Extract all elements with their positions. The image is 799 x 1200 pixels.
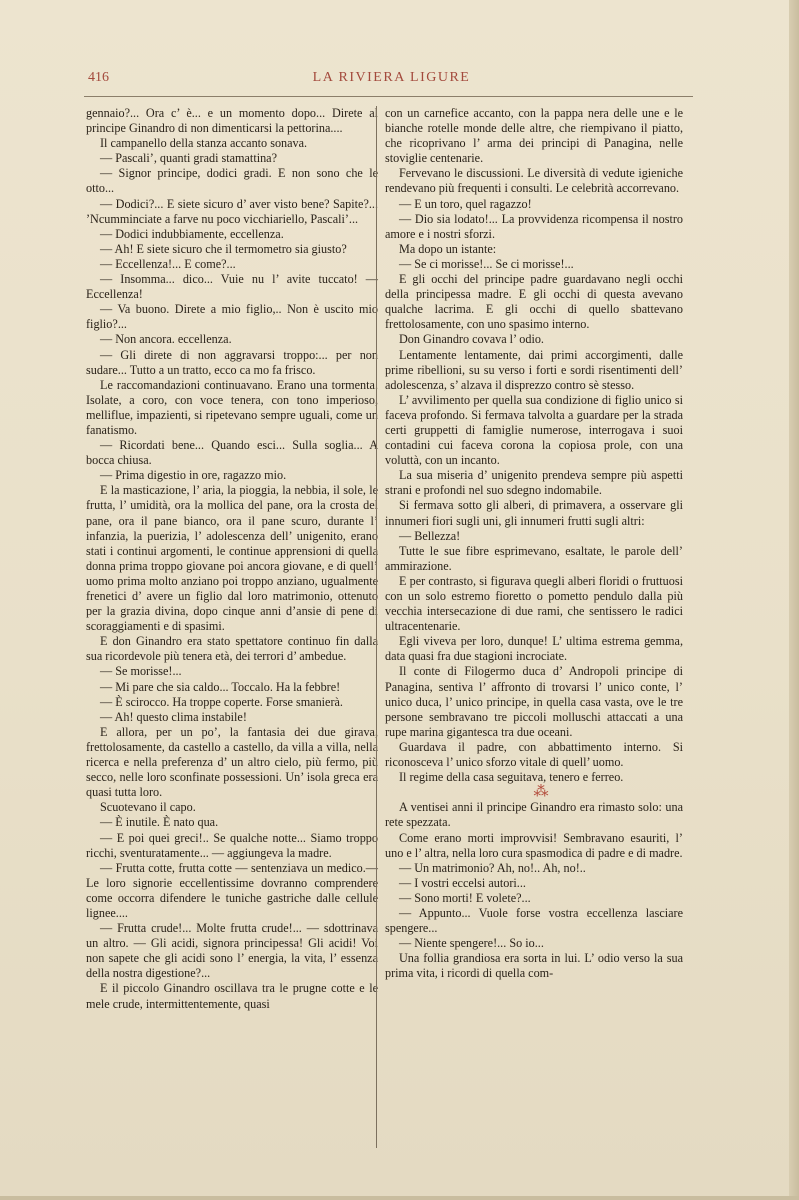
- left-column: [86, 106, 378, 1012]
- paragraph: Il campanello della stanza accanto sonava.: [100, 136, 308, 151]
- paragraph: — Se morisse!...: [100, 664, 182, 679]
- page-number: 416: [88, 70, 109, 85]
- paragraph: — Gli direte di non aggravarsi troppo:... per non sudare... Tutto a un tratto, ecco ca mo fa frisco.: [86, 347, 378, 377]
- paragraph: E allora, per un po’, la fantasia dei due girava, frettolosamente, da castello a castello, da villa a villa, nella ricerca e nella preferenza d’ un altro cielo, più fermo, più secco, nelle loro sconfinate possessioni. Un’ isola greca era quasi tutta loro.: [86, 724, 378, 800]
- paragraph: Don Ginandro covava l’ odio.: [399, 332, 544, 347]
- paragraph: — Mi pare che sia caldo... Toccalo. Ha la febbre!: [100, 679, 341, 694]
- paragraph: Il regime della casa seguitava, tenero e ferreo.: [399, 770, 624, 785]
- paragraph: — E un toro, quel ragazzo!: [399, 196, 532, 211]
- paragraph: Ma dopo un istante:: [399, 241, 497, 256]
- paragraph: Una follia grandiosa era sorta in lui. L’ odio verso la sua prima vita, i ricordi di quella com-: [385, 951, 683, 981]
- paragraph: L’ avvilimento per quella sua condizione di figlio unico si faceva profondo. Si fermava talvolta a guardare per la strada certi gruppetti di famiglie numerose, interrogava i suoi contadini cui faceva corona la copiosa prole, con una voluttà, con un incanto.: [385, 392, 683, 468]
- paragraph: — Dio sia lodato!... La provvidenza ricompensa il nostro amore e i nostri sforzi.: [385, 211, 683, 241]
- page-edge-shadow: [789, 0, 799, 1200]
- paragraph: — Ah! E siete sicuro che il termometro sia giusto?: [100, 241, 347, 256]
- paragraph: — Se ci morisse!... Se ci morisse!...: [399, 256, 574, 271]
- paragraph: — Dodici indubbiamente, eccellenza.: [100, 226, 284, 241]
- paragraph: A ventisei anni il principe Ginandro era rimasto solo: una rete spezzata.: [385, 800, 683, 830]
- paragraph: Il conte di Filogermo duca d’ Andropoli principe di Panagina, sentiva l’ affronto di trovarsi l’ unico conte, l’ unico duca, l’ unico principe, in quella casa vasta, ove le tre persone sembravano tre piccoli molluschi attaccati a una rupe marina gigantesca tra due oceani.: [385, 664, 683, 739]
- paragraph: — Niente spengere!... So io...: [399, 936, 544, 951]
- paragraph: — Bellezza!: [399, 528, 461, 543]
- paragraph: Lentamente lentamente, dai primi accorgimenti, dalle prime ribellioni, su su verso i forti e sordi risentimenti dell’ adolescenza, s’ alzava il disprezzo contro sè stesso.: [385, 347, 683, 392]
- section-ornament: ⁂: [533, 784, 549, 801]
- paragraph: Le raccomandazioni continuavano. Erano una tormenta. Isolate, a coro, con voce tenera, con tono imperioso, melliflue, impazienti, si ripetevano sempre uguali, come un fanatismo.: [86, 377, 378, 437]
- paragraph: Guardava il padre, con abbattimento interno. Si riconosceva l’ unico sforzo vitale di quell’ uomo.: [385, 739, 683, 770]
- paragraph: — Insomma... dico... Vuie nu l’ avite tuccato! — Eccellenza!: [86, 272, 378, 302]
- paragraph: Come erano morti improvvisi! Sembravano esauriti, l’ uno e l’ altra, nella loro cura spasmodica di padre e di madre.: [385, 830, 683, 860]
- paragraph: Si fermava sotto gli alberi, di primavera, a osservare gli innumeri fiori sugli uni, gli innumeri frutti sugli altri:: [385, 498, 683, 528]
- paragraph: La sua miseria d’ unigenito prendeva sempre più aspetti strani e profondi nel suo sdegno indomabile.: [385, 468, 683, 498]
- paragraph: — Un matrimonio? Ah, no!.. Ah, no!..: [399, 860, 586, 875]
- paragraph: — Frutta crude!... Molte frutta crude!... — sdottrinava un altro. — Gli acidi, signora principessa! Gli acidi! Voi non sapete che gli acidi sono l’ energia, la vita, l’ essenza della nostra digestione?...: [86, 921, 378, 981]
- paragraph: E il piccolo Ginandro oscillava tra le prugne cotte e le mele crude, intermittentemente, quasi: [86, 981, 378, 1011]
- paragraph: E la masticazione, l’ aria, la pioggia, la nebbia, il sole, le frutta, l’ umidità, ora la mollica del pane, ora la crosta del pane, ora il pane bianco, ora il pane scuro, durante l’ infanzia, la puerizia, l’ adolescenza dell’ unigenito, erano stati i continui argomenti, le continue apprensioni di quella donna prima troppo giovane poi ancora giovane, e di quell’ uomo prima molto anziano poi troppo anziano, ugualmente frenetici d’ avere un figlio dal loro matrimonio, ottenuto per la grazia divina, dopo cinque anni d’ansie di pene di scoraggiamenti e di spasimi.: [86, 483, 378, 634]
- running-head: [88, 70, 695, 94]
- paragraph: — Sono morti! E volete?...: [399, 890, 531, 905]
- paragraph: Scuotevano il capo.: [100, 800, 196, 815]
- paragraph: E gli occhi del principe padre guardavano negli occhi della principessa madre. E gli occhi di questa avevano qualche lacrima. E gli occhi di quello sbattevano frettolosamente, con uno spasimo interno.: [385, 272, 683, 332]
- paragraph: — Signor principe, dodici gradi. E non sono che le otto...: [86, 166, 378, 196]
- paragraph: — Prima digestio in ore, ragazzo mio.: [100, 468, 287, 483]
- paragraph: — È inutile. È nato qua.: [100, 815, 219, 830]
- paragraph: — Ah! questo clima instabile!: [100, 709, 247, 724]
- column-divider: [376, 106, 377, 1148]
- paragraph: — Eccellenza!... E come?...: [100, 256, 236, 271]
- paragraph: — Frutta cotte, frutta cotte — sentenziava un medico.— Le loro signorie eccellentissime dovranno comprendere come occorra difendere le tuniche gastriche dalle cellule lignee....: [86, 860, 378, 920]
- paragraph: — Appunto... Vuole forse vostra eccellenza lasciare spengere...: [385, 905, 683, 936]
- paragraph: — E poi quei greci!.. Se qualche notte... Siamo troppo ricchi, sventuratamente... — aggiungeva la madre.: [86, 830, 378, 860]
- paragraph: — I vostri eccelsi autori...: [399, 875, 526, 890]
- paragraph: — Ricordati bene... Quando esci... Sulla soglia... A bocca chiusa.: [86, 438, 378, 468]
- header-rule: [84, 96, 693, 97]
- paragraph: con un carnefice accanto, con la pappa nera delle une e le bianche rotelle monde delle altre, che riempivano il piatto, che ricoprivano l’ arma dei principi di Panagina, nelle stoviglie centenarie.: [385, 106, 683, 166]
- journal-title: LA RIVIERA LIGURE: [312, 70, 471, 85]
- paragraph: — È scirocco. Ha troppe coperte. Forse smanierà.: [100, 694, 343, 709]
- paragraph: gennaio?... Ora c’ è... e un momento dopo... Direte al principe Ginandro di non dimenticarsi la pettorina....: [86, 106, 378, 136]
- paragraph: E don Ginandro era stato spettatore continuo fin dalla sua ricordevole più tenera età, dei terrori d’ ambedue.: [86, 634, 378, 664]
- page-bottom-edge: [0, 1196, 799, 1200]
- paragraph: E per contrasto, si figurava quegli alberi floridi o fruttuosi con un solo estremo fioretto o pometto pendulo dalla più vecchia intersecazione di due rami, che sentissero le radici ultracentenarie.: [385, 573, 683, 634]
- paragraph: Fervevano le discussioni. Le diversità di vedute igieniche rendevano più frequenti i consulti. Le celebrità accorrevano.: [385, 166, 683, 196]
- paragraph: Tutte le sue fibre esprimevano, esaltate, le parole dell’ ammirazione.: [385, 543, 683, 573]
- paragraph: — Non ancora. eccellenza.: [100, 332, 232, 347]
- paragraph: — Pascali’, quanti gradi stamattina?: [100, 151, 278, 166]
- paragraph: — Dodici?... E siete sicuro d’ aver visto bene? Sapite?... ’Ncumminciate a farve nu poco vicchiariello, Pascali’...: [86, 196, 378, 226]
- right-column: [385, 106, 683, 981]
- paragraph: Egli viveva per loro, dunque! L’ ultima estrema gemma, data quasi fra due stagioni incrociate.: [385, 634, 683, 664]
- paragraph: — Va buono. Direte a mio figlio,.. Non è uscito mio figlio?...: [86, 302, 378, 332]
